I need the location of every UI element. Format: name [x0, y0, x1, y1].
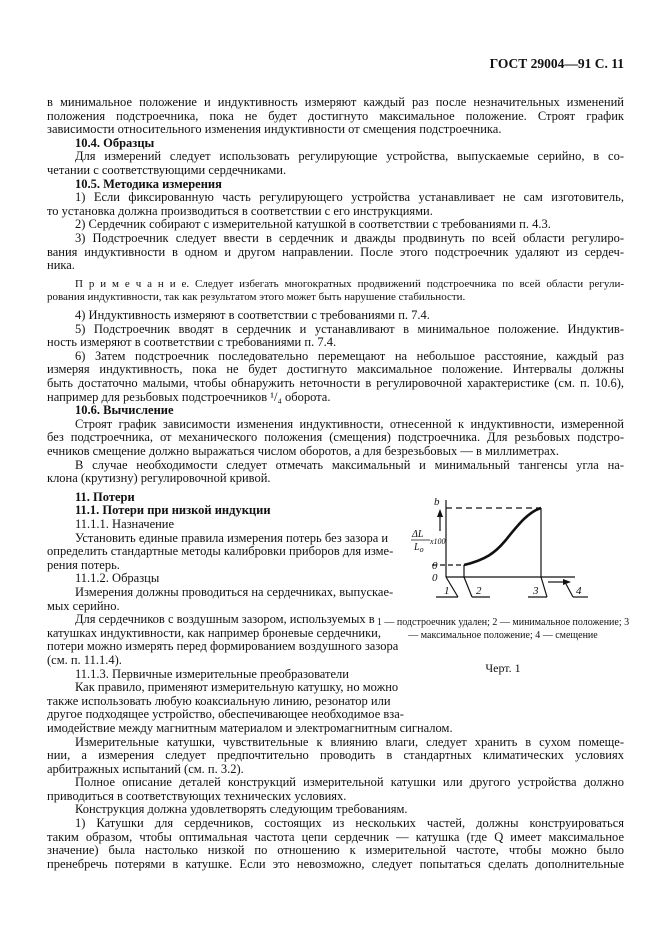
paragraph	[47, 736, 624, 777]
section-heading	[47, 504, 370, 518]
text-line: четании с соответствующими сердечниками.	[47, 162, 287, 177]
note-paragraph	[47, 278, 624, 304]
text-line: 4) Индуктивность измеряют в соответствии с требованиями п. 7.4.	[75, 308, 430, 323]
text-line: положения подстроечника, пока не будет достигнуто максимальное положение. Строят график	[47, 108, 624, 123]
paragraph	[47, 96, 624, 137]
text-line: 11.1.3. Первичные измерительные преобразователи	[75, 666, 349, 681]
text-line: пренебречь потерями в катушке. Если это невозможно, следует попытаться сделать дополнительные	[47, 856, 624, 871]
page-header: ГОСТ 29004—91 С. 11	[489, 56, 624, 71]
text-line: зависимости относительного изменения индуктивности от смещения подстроечника.	[47, 122, 502, 137]
callout-4: 4	[576, 585, 582, 597]
text-line: например для резьбовых подстроечников ¹/₄ оборота.	[47, 389, 331, 404]
text-line: Установить единые правила измерения потерь без зазора и	[75, 530, 389, 545]
paragraph	[47, 418, 624, 459]
document-body	[47, 96, 624, 871]
text-line: рования индуктивности, так как результатом этого может быть нарушение стабильности.	[47, 290, 466, 303]
text-line: Измерения должны проводиться на сердечниках, выпускае-	[75, 584, 394, 599]
text-line: Строят график зависимости изменения индуктивности, отнесенной к индуктивности, измеренной	[75, 416, 624, 431]
text-line: Конструкция должна удовлетворять следующим требованиям.	[75, 802, 408, 817]
text-line: измеряя индуктивность, пока не будет достигнуто максимальное положение. Интервалы должны	[47, 362, 624, 377]
text-line: в минимальное положение и индуктивность измеряют каждый раз после незначительных изменений	[47, 95, 624, 109]
callout-1: 1	[444, 585, 450, 597]
text-line: 10.4. Образцы	[75, 135, 155, 150]
text-line: рения потерь.	[47, 557, 120, 572]
text-line: 11.1.1. Назначение	[75, 517, 175, 531]
text-line: имодействие между магнитным материалом и электромагнитным сигналом.	[47, 720, 453, 735]
text-line: Для сердечников с воздушным зазором, используемых в	[75, 612, 375, 627]
paragraph	[47, 722, 624, 736]
section-heading	[47, 178, 624, 192]
section-heading	[47, 137, 624, 151]
text-line: клона (крутизну) регулировочной кривой.	[47, 471, 271, 486]
paragraph	[47, 323, 624, 350]
paragraph	[47, 680, 404, 722]
figure-caption: 1 — подстроечник удален; 2 — минимальное положение; 3 — максимальное положение; 4 — смещение	[376, 617, 630, 641]
text-line: Измерительные катушки, чувствительные к влиянию влаги, следует хранить в сухом помеще-	[75, 734, 624, 749]
paragraph	[47, 218, 624, 232]
paragraph	[47, 191, 624, 218]
paragraph	[47, 668, 370, 682]
section-heading	[47, 404, 624, 418]
paragraph	[47, 803, 624, 817]
callout-3: 3	[533, 585, 539, 597]
arrow-right-icon	[563, 579, 571, 585]
text-line: 11.1. Потери при низкой индукции	[75, 503, 271, 518]
text-line: то установка должна производиться в соответствии с его инструкциями.	[47, 203, 433, 218]
figure-title: Черт. 1	[485, 661, 521, 675]
paragraph	[47, 612, 399, 667]
text-line: 2) Сердечник собирают с измерительной катушкой в соответствии с требованиями п. 4.3.	[75, 217, 551, 232]
text-line: Для измерений следует использовать регулирующие устройства, выпускаемые серийно, в со-	[75, 149, 624, 164]
text-line: катушках индуктивности, как например броневые сердечники,	[47, 625, 381, 640]
tick-zero: 0	[432, 572, 438, 584]
paragraph	[47, 530, 394, 573]
paragraph	[47, 776, 624, 803]
text-line: значение) была настолько низкой по отношению к измерительной частоте, чтобы можно было	[47, 843, 624, 858]
callout-2: 2	[476, 585, 482, 597]
text-line: 5) Подстроечник вводят в сердечник и устанавливают в минимальное положение. Индуктив-	[75, 321, 624, 336]
text-line: арбитражных испытаний (см. п. 3.2).	[47, 761, 244, 776]
tick-b: b	[434, 496, 440, 508]
text-line: мых серийно.	[47, 598, 120, 613]
text-line: определить стандартные методы калибровки приборов для изме-	[47, 544, 394, 559]
text-line: Как правило, применяют измерительную катушку, но можно	[75, 680, 399, 695]
tick-min: 0	[432, 560, 438, 572]
paragraph	[47, 350, 624, 404]
text-line: 1) Катушки для сердечников, состоящих из нескольких частей, должны конструироваться	[75, 816, 624, 831]
text-line: В случае необходимости следует отмечать максимальный и минимальный тангенсы угла на-	[75, 457, 624, 472]
text-line: также использовать любую коаксиальную линию, резонатор или	[47, 693, 391, 708]
text-line: 11. Потери	[75, 489, 135, 504]
adjustment-curve	[464, 508, 541, 565]
y-label-num: ΔL	[412, 529, 424, 540]
paragraph	[47, 309, 624, 323]
y-label-mult: x100	[430, 537, 446, 546]
text-line: ника.	[47, 258, 75, 273]
text-line: ность измеряют в соответствии с требованиями п. 7.4.	[47, 335, 337, 350]
text-line: Полное описание деталей конструкций измерительной катушки или другого устройства должно	[75, 775, 624, 790]
text-line: вания индуктивности в одном и другом направлении. После этого подстроечник удаляют из сердеч-	[47, 244, 624, 259]
text-line: ечников смещение должно выражаться числом оборотов, а для безрезьбовых — в миллиметрах.	[47, 444, 559, 459]
text-line: 1) Если фиксированную часть регулирующего устройства устанавливает не сам изготовитель,	[75, 190, 624, 205]
paragraph	[47, 232, 624, 273]
paragraph	[47, 584, 394, 613]
text-line: (см. п. 11.1.4).	[47, 652, 122, 667]
paragraph	[47, 817, 624, 871]
text-line: потери можно измерять перед формированием воздушного зазора	[47, 639, 399, 654]
text-line: нии, а измерения следует предпочтительно проводить в стандартных климатических условиях	[47, 748, 624, 763]
text-line: приводиться в соответствующих технических условиях.	[47, 788, 347, 803]
arrow-up-icon	[437, 509, 443, 517]
y-label-den: $L_o$	[414, 542, 424, 554]
paragraph	[47, 459, 624, 486]
text-line: 6) Затем подстроечник последовательно перемещают на небольшое расстояние, каждый раз	[75, 348, 624, 363]
paragraph	[47, 572, 370, 586]
text-line: быть достаточно малыми, чтобы обнаружить неточности в регулировочной характеристике (см. п. 10.6),	[47, 376, 624, 391]
text-line: 10.6. Вычисление	[75, 403, 174, 418]
text-line: таким образом, чтобы оптимальная частота цепи сердечник — катушка (где Q имеет максимальное	[47, 829, 624, 844]
text-line: 3) Подстроечник следует ввести в сердечник и дважды продвинуть по всей области регулиро-	[75, 230, 624, 245]
text-line: П р и м е ч а н и е. Следует избегать многократных продвижений подстроечника по всей области регули-	[75, 277, 624, 290]
text-line: без подстроечника, от механического положения (смещения) подстроечника. Для резьбовых подстро-	[47, 430, 624, 445]
figure-adjustment-curve	[370, 485, 640, 685]
text-line: 10.5. Методика измерения	[75, 176, 222, 191]
text-line: 11.1.2. Образцы	[75, 571, 160, 586]
paragraph	[47, 518, 370, 532]
text-line: другое подходящее устройство, обеспечивающее необходимое вза-	[47, 707, 404, 722]
paragraph	[47, 150, 624, 177]
